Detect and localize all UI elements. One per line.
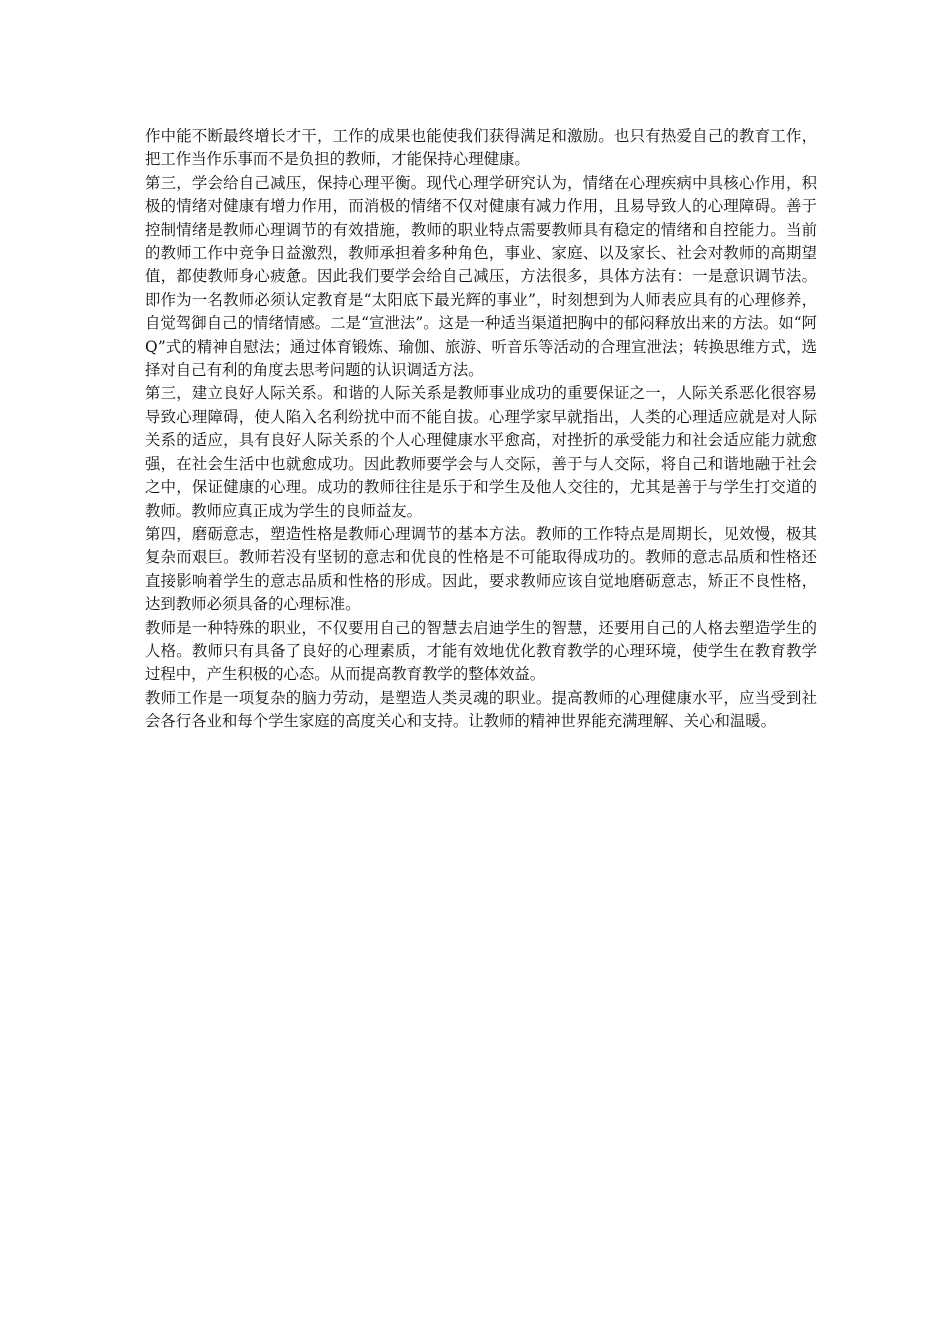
paragraph-stress-relief: 第三，学会给自己减压，保持心理平衡。现代心理学研究认为，情绪在心理疾病中具核心作用，积极的情绪对健康有增力作用，而消极的情绪不仅对健康有减力作用，且易导致人的心理障碍。善于控制情绪是教师心理调节的有效措施，教师的职业特点需要教师具有稳定的情绪和自控能力。当前的教师工作中竞争日益激烈，教师承担着多种角色，事业、家庭、以及家长、社会对教师的高期望值，都使教师身心疲惫。因此我们要学会给自己减压，方法很多，具体方法有：一是意识调节法。即作为一名教师必须认定教育是“太阳底下最光辉的事业”，时刻想到为人师表应具有的心理修养，自觉驾御自己的情绪情感。二是“宣泄法”。这是一种适当渠道把胸中的郁闷释放出来的方法。如“阿Q”式的精神自慰法；通过体育锻炼、瑜伽、旅游、听音乐等活动的合理宣泄法；转换思维方式，选择对自己有利的角度去思考问题的认识调适方法。 [145, 173, 817, 380]
paragraph-special-profession: 教师是一种特殊的职业，不仅要用自己的智慧去启迪学生的智慧，还要用自己的人格去塑造学生的人格。教师只有具备了良好的心理素质，才能有效地优化教育教学的心理环境，使学生在教育教学过程中，产生积极的心态。从而提高教育教学的整体效益。 [145, 618, 817, 684]
document-body [145, 125, 817, 734]
paragraph-relationships: 第三，建立良好人际关系。和谐的人际关系是教师事业成功的重要保证之一，人际关系恶化很容易导致心理障碍，使人陷入名利纷扰中而不能自拔。心理学家早就指出，人类的心理适应就是对人际关系的适应，具有良好人际关系的个人心理健康水平愈高，对挫折的承受能力和社会适应能力就愈强，在社会生活中也就愈成功。因此教师要学会与人交际，善于与人交际，将自己和谐地融于社会之中，保证健康的心理。成功的教师往往是乐于和学生及他人交往的，尤其是善于与学生打交道的教师。教师应真正成为学生的良师益友。 [145, 384, 817, 520]
paragraph-continuation: 作中能不断最终增长才干，工作的成果也能使我们获得满足和激励。也只有热爱自己的教育工作，把工作当作乐事而不是负担的教师，才能保持心理健康。 [145, 127, 817, 169]
paragraph-willpower: 第四，磨砺意志，塑造性格是教师心理调节的基本方法。教师的工作特点是周期长，见效慢，极其复杂而艰巨。教师若没有坚韧的意志和优良的性格是不可能取得成功的。教师的意志品质和性格还直接影响着学生的意志品质和性格的形成。因此，要求教师应该自觉地磨砺意志，矫正不良性格，达到教师必须具备的心理标准。 [145, 524, 817, 614]
paragraph-conclusion: 教师工作是一项复杂的脑力劳动，是塑造人类灵魂的职业。提高教师的心理健康水平，应当受到社会各行各业和每个学生家庭的高度关心和支持。让教师的精神世界能充满理解、关心和温暖。 [145, 688, 817, 731]
